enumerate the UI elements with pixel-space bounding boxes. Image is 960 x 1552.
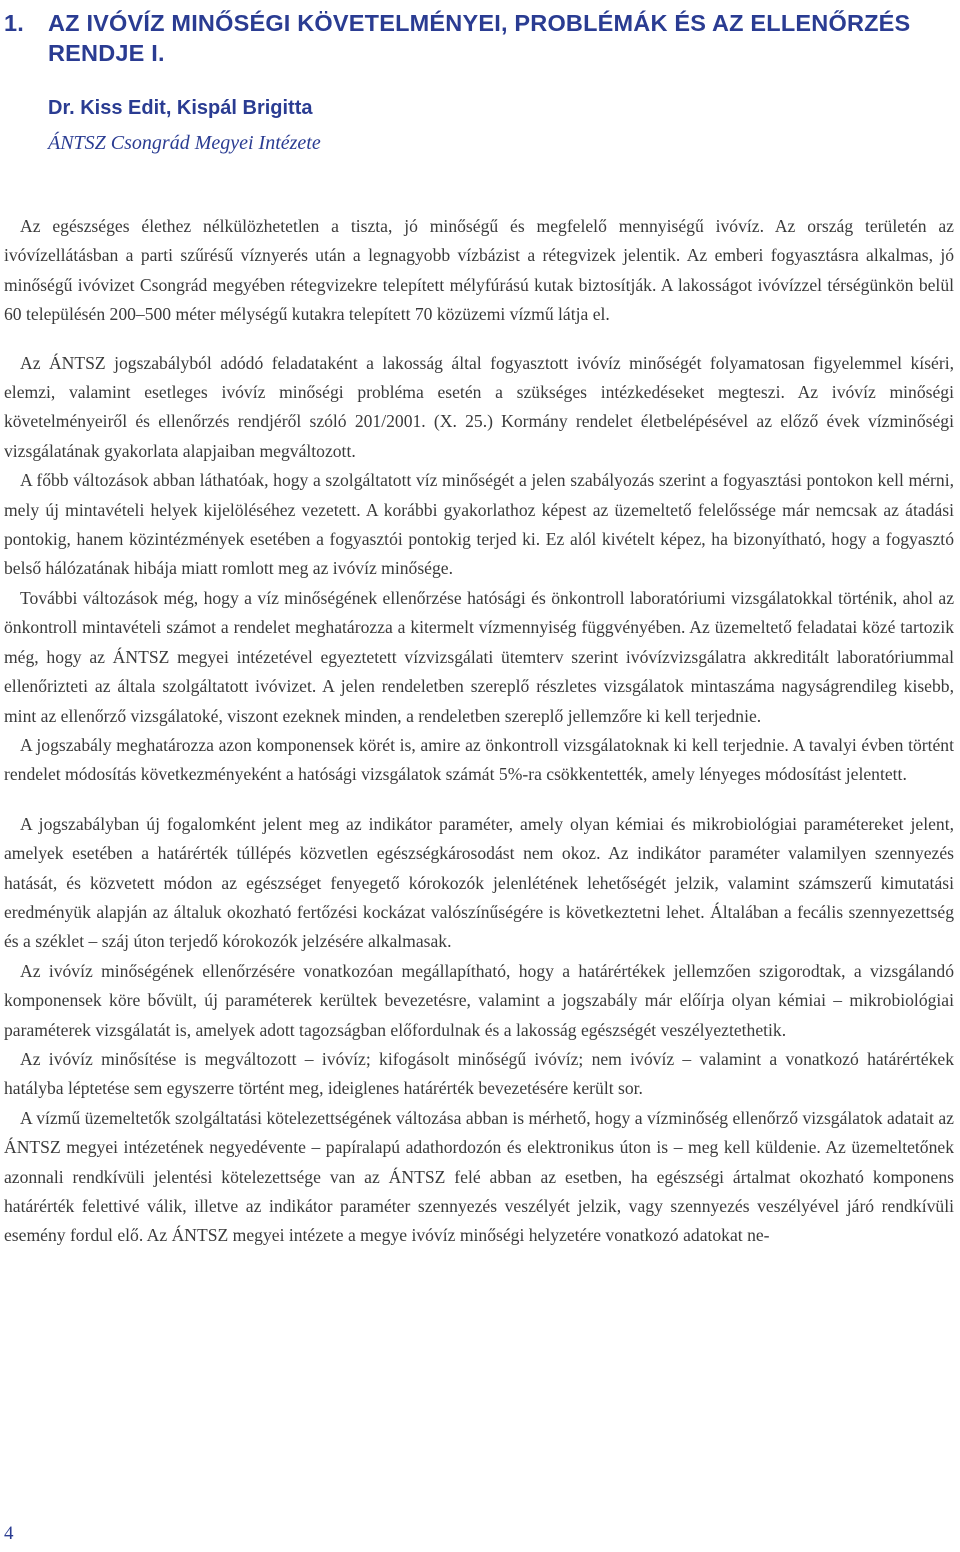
paragraph: A jogszabályban új fogalomként jelent meg az indikátor paraméter, amely olyan kémiai és mikrobiológiai paramétereket jelent, amelyek esetében a határérték túllépés közvetlen egészségkárosodást nem okoz. Az indikátor paraméter valamilyen szennyezés hatását, és közvetett módon az egészséget fenyegető kórokozók jelenlétének lehetőségét jelzik, valamint számszerű kimutatási eredményük alapján az általuk okozható fertőzési kockázat valószínűségére is következtetni lehet. Általában a fecális szennyezettség és a széklet – száj úton terjedő kórokozók jelzésére alkalmasak. [4, 813, 954, 952]
paragraph: Az egészséges élethez nélkülözhetetlen a tiszta, jó minőségű és megfelelő mennyiségű ivóvíz. Az ország területén az ivóvízellátásban a parti szűrésű víznyerés után a legnagyobb vízbázist a rétegvizek jelentik. Az emberi fogyasztásra alkalmas, jó minőségű ivóvizet Csongrád megyében rétegvizekre telepített mélyfúrású kutak biztosítják. A lakosságot ivóvízzel térségünkön belül 60 településén 200–500 méter mélységű kutakra telepített 70 közüzemi vízmű látja el. [4, 216, 954, 325]
affiliation: ÁNTSZ Csongrád Megyei Intézete [48, 132, 321, 154]
paragraph: A jogszabály meghatározza azon komponensek körét is, amire az önkontroll vizsgálatoknak ki kell terjednie. A tavalyi évben történt rendelet módosítás következményeként a hatósági vizsgálatok számát 5%-ra csökkentették, amely lényeges módosítást jelentett. [4, 734, 954, 785]
paragraph: A vízmű üzemeltetők szolgáltatási kötelezettségének változása abban is mérhető, hogy a vízminőség ellenőrző vizsgálatok adatait az ÁNTSZ megyei intézetének negyedévente – papíralapú adathordozón és elektronikus úton is – meg kell küldenie. Az üzemeltetőnek azonnali rendkívüli jelentési kötelezettsége van az ÁNTSZ felé abban az esetben, ha egészségi ártalmat okozható komponens határérték felettivé válik, illetve az indikátor paraméter szennyezés veszélyét jelzik, vagy szennyezés veszélyével járó rendkívüli esemény fordul elő. Az ÁNTSZ megyei intézete a megye ivóvíz minőségi helyzetére vonatkozó adatokat ne- [4, 1107, 954, 1246]
article-body [4, 212, 954, 1251]
paragraph: A főbb változások abban láthatóak, hogy a szolgáltatott víz minőségét a jelen szabályozás szerint a fogyasztási pontokon kell mérni, mely új mintavételi helyek kijelöléséhez vezetett. A korábbi gyakorlathoz képest az üzemeltető felelőssége már nemcsak az átadási pontokig, hanem közintézmények esetében a fogyasztói pontokig terjed ki. Ez alól kivételt képez, ha bizonyítható, hogy a fogyasztó belső hálózatának hibája miatt romlott meg az ivóvíz minősége. [4, 470, 954, 579]
authors: Dr. Kiss Edit, Kispál Brigitta [48, 97, 313, 119]
paragraph: Az ivóvíz minősítése is megváltozott – ivóvíz; kifogásolt minőségű ivóvíz; nem ivóvíz – valamint a vonatkozó határértékek hatályba léptetése sem egyszerre történt meg, ideiglenes határérték bevezetésére került sor. [4, 1048, 954, 1099]
paragraph: Az ivóvíz minőségének ellenőrzésére vonatkozóan megállapítható, hogy a határértékek jellemzően szigorodtak, a vizsgálandó komponensek köre bővült, új paraméterek kerültek bevezetésre, valamint a jogszabály már előírja olyan kémiai – mikrobiológiai paraméterek vizsgálatát is, amelyek adott tagozságban előfordulnak és a lakosság egészségét veszélyeztethetik. [4, 960, 954, 1040]
page-number: 4 [4, 1523, 14, 1544]
chapter-heading [4, 8, 944, 68]
paragraph: További változások még, hogy a víz minőségének ellenőrzése hatósági és önkontroll laboratóriumi vizsgálatokkal történik, ahol az önkontroll mintavételi számot a rendelet meghatározza a kitermelt vízmennyiség függvényében. Az üzemeltető feladatai közé tartozik még, hogy az ÁNTSZ megyei intézetével egyeztetett vízvizsgálati ütemterv szerint ivóvízvizsgálatra akkreditált laboratóriummal ellenőrizteti az általa szolgáltatott ivóvizet. A jelen rendeletben szereplő részletes vizsgálatok mintaszáma nagyságrendileg kisebb, mint az ellenőrző vizsgálatoké, viszont ezeknek minden, a rendeletben szereplő jellemzőre ki kell terjednie. [4, 587, 954, 726]
paragraph: Az ÁNTSZ jogszabályból adódó feladataként a lakosság által fogyasztott ivóvíz minőségét folyamatosan figyelemmel kíséri, elemzi, valamint esetleges ivóvíz minőségi probléma esetén a szükséges intézkedéseket megteszi. Az ivóvíz minőségi követelményeiről és ellenőrzés rendjéről szóló 201/2001. (X. 25.) Kormány rendelet életbelépésével az előző évek vízminőségi vizsgálatának gyakorlata alapjaiban megváltozott. [4, 352, 954, 461]
chapter-title: AZ IVÓVÍZ MINŐSÉGI KÖVETELMÉNYEI, PROBLÉMÁK ÉS AZ ELLENŐRZÉS RENDJE I. [48, 10, 911, 66]
chapter-number: 1. [4, 10, 24, 36]
